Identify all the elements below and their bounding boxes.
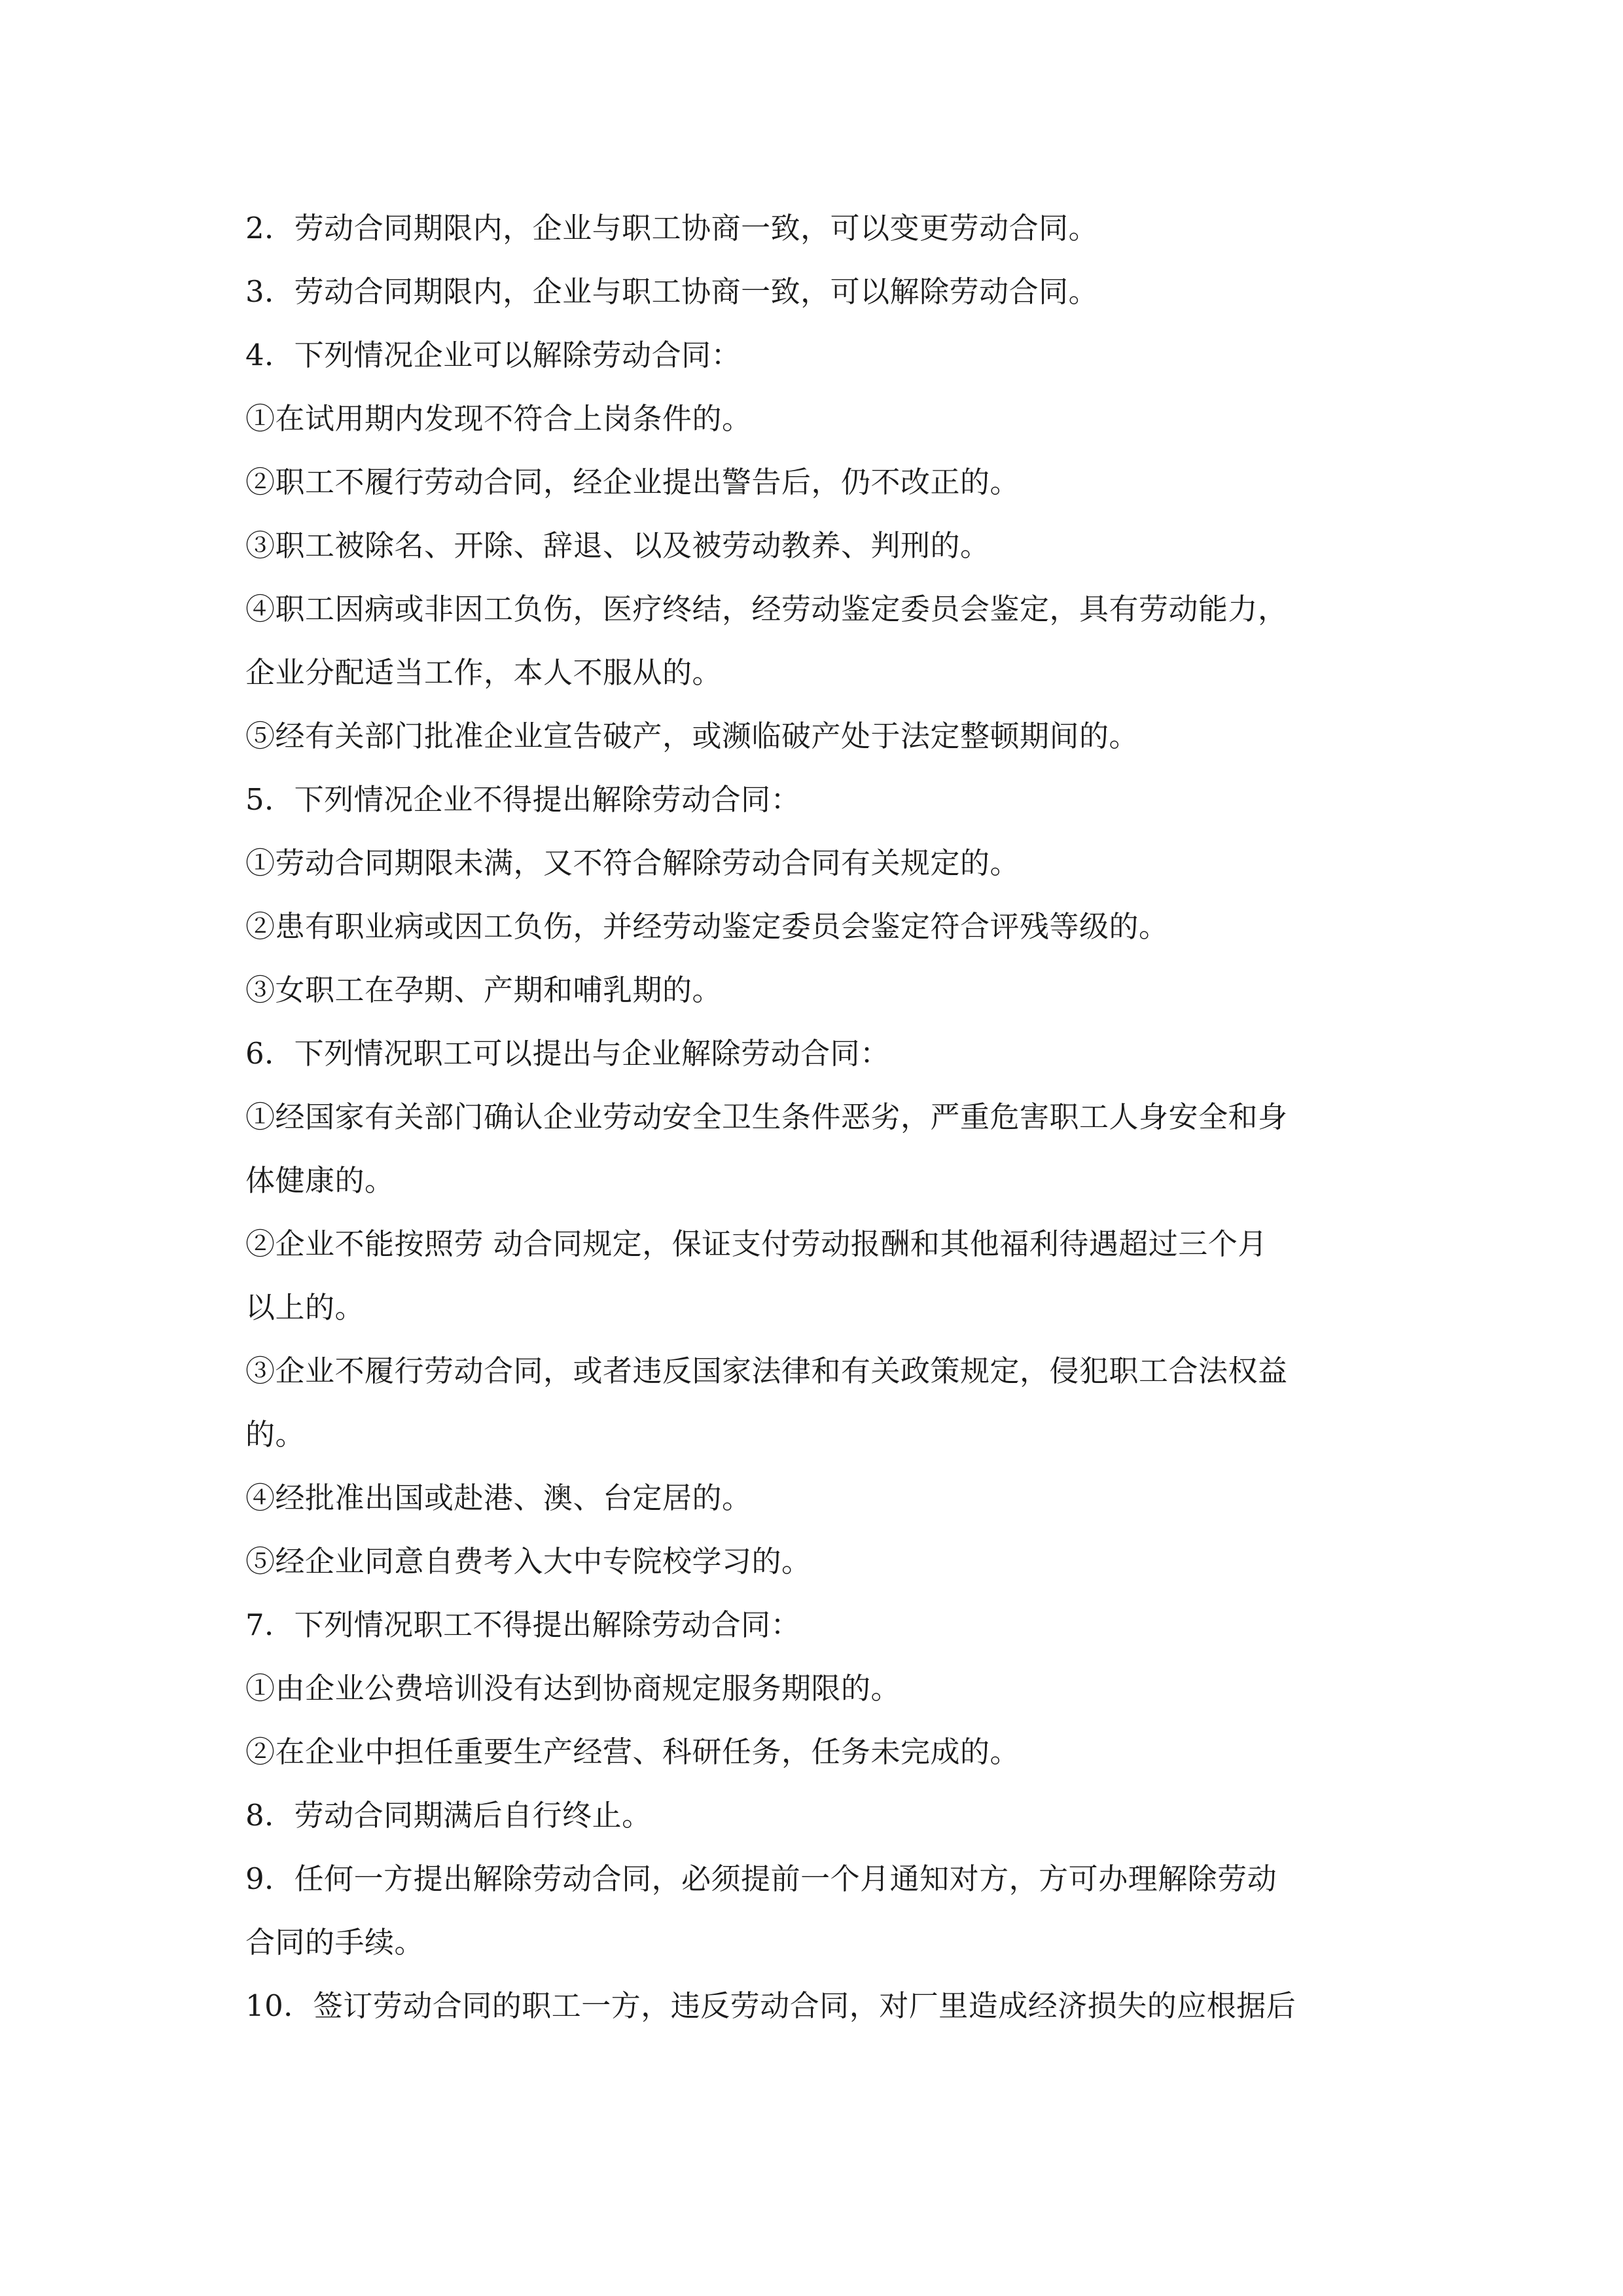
text-line: ③企业不履行劳动合同，或者违反国家法律和有关政策规定，侵犯职工合法权益 [245,1354,1288,1388]
text-line: ①在试用期内发现不符合上岗条件的。 [245,401,752,436]
text-line: ②患有职业病或因工负伤，并经劳动鉴定委员会鉴定符合评残等级的。 [245,909,1169,944]
text-line: 2．劳动合同期限内，企业与职工协商一致，可以变更劳动合同。 [245,211,1099,245]
text-line: 3．劳动合同期限内，企业与职工协商一致，可以解除劳动合同。 [245,274,1099,309]
text-line: 6．下列情况职工可以提出与企业解除劳动合同： [245,1036,890,1071]
text-line: 合同的手续。 [245,1925,425,1960]
text-line: 8．劳动合同期满后自行终止。 [245,1798,652,1833]
text-line: ②在企业中担任重要生产经营、科研任务，任务未完成的。 [245,1734,1020,1769]
text-line: ⑤经企业同意自费考入大中专院校学习的。 [245,1544,812,1579]
text-line: 企业分配适当工作，本人不服从的。 [245,655,722,690]
text-line: 5．下列情况企业不得提出解除劳动合同： [245,782,801,817]
text-line: ①由企业公费培训没有达到协商规定服务期限的。 [245,1671,901,1706]
text-line: ②职工不履行劳动合同，经企业提出警告后，仍不改正的。 [245,465,1020,499]
text-line: 的。 [245,1417,306,1452]
text-line: ①劳动合同期限未满，又不符合解除劳动合同有关规定的。 [245,846,1020,880]
text-line: ①经国家有关部门确认企业劳动安全卫生条件恶劣，严重危害职工人身安全和身 [245,1100,1288,1134]
text-line: ④职工因病或非因工负伤，医疗终结，经劳动鉴定委员会鉴定，具有劳动能力， [245,592,1288,626]
text-line: 体健康的。 [245,1163,395,1198]
text-line: 9．任何一方提出解除劳动合同，必须提前一个月通知对方，方可办理解除劳动 [245,1861,1277,1896]
text-line: ②企业不能按照劳 动合同规定，保证支付劳动报酬和其他福利待遇超过三个月 [245,1227,1268,1261]
text-line: ⑤经有关部门批准企业宣告破产，或濒临破产处于法定整顿期间的。 [245,719,1139,753]
text-line: 以上的。 [245,1290,365,1325]
text-line: 10．签订劳动合同的职工一方，违反劳动合同，对厂里造成经济损失的应根据后 [245,1988,1296,2023]
text-line: 4．下列情况企业可以解除劳动合同： [245,338,741,372]
text-line: ③职工被除名、开除、辞退、以及被劳动教养、判刑的。 [245,528,990,563]
text-line: ③女职工在孕期、产期和哺乳期的。 [245,973,722,1007]
text-line: 7．下列情况职工不得提出解除劳动合同： [245,1607,801,1642]
document-body [245,196,1407,2037]
text-line: ④经批准出国或赴港、澳、台定居的。 [245,1480,752,1515]
